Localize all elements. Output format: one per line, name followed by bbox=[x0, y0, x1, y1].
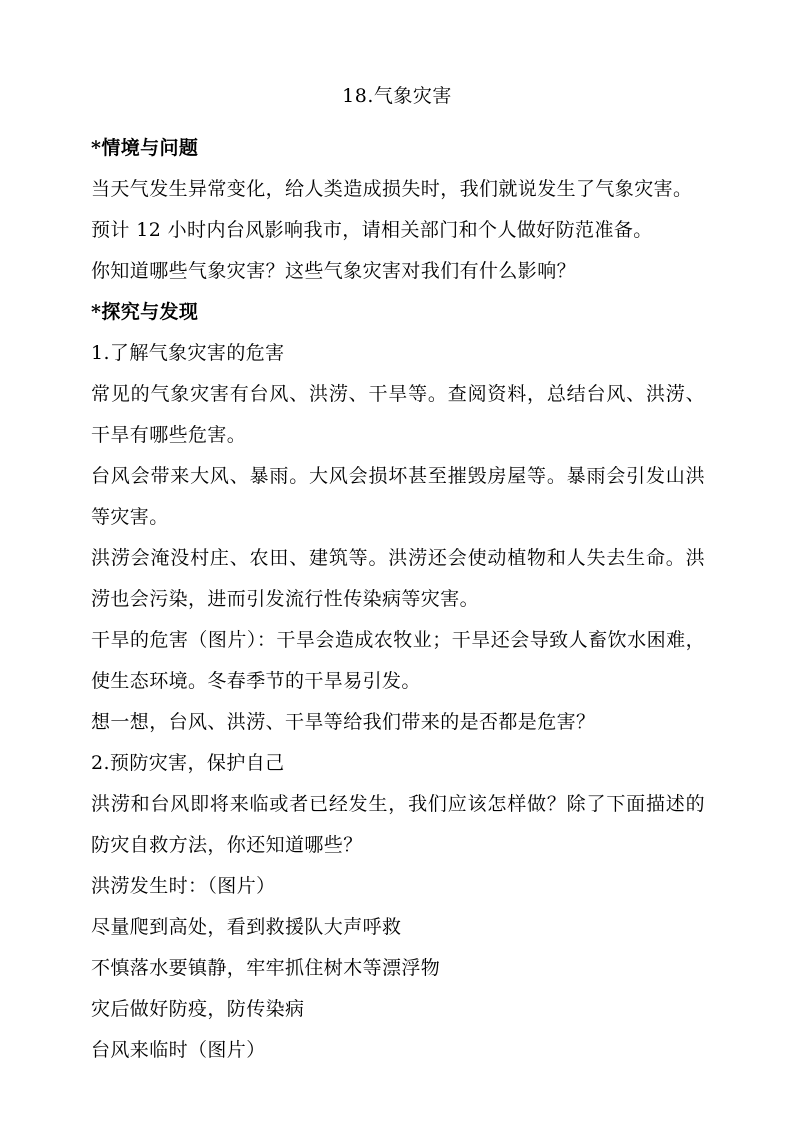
para-think: 想一想，台风、洪涝、干旱等给我们带来的是否都是危害？ bbox=[91, 711, 596, 733]
document-body bbox=[91, 128, 705, 1071]
para-typhoon: 台风会带来大风、暴雨。大风会损坏甚至摧毁房屋等。暴雨会引发山洪等灾害。 bbox=[91, 465, 705, 528]
page-title: 18.气象灾害 bbox=[342, 85, 452, 107]
section-situation-heading: *情境与问题 bbox=[91, 137, 199, 159]
para-question: 你知道哪些气象灾害？这些气象灾害对我们有什么影响？ bbox=[91, 260, 577, 282]
para-typhoon-coming: 台风来临时（图片） bbox=[91, 1039, 266, 1061]
para-flood-occurs: 洪涝发生时：（图片） bbox=[91, 875, 276, 897]
para-flood: 洪涝会淹没村庄、农田、建筑等。洪涝还会使动植物和人失去生命。洪涝也会污染，进而引发流行性传染病等灾害。 bbox=[91, 547, 705, 610]
para-prevention: 洪涝和台风即将来临或者已经发生，我们应该怎样做？除了下面描述的防灾自救方法，你还知道哪些？ bbox=[91, 793, 705, 856]
para-drought: 干旱的危害（图片）：干旱会造成农牧业；干旱还会导致人畜饮水困难，使生态环境。冬春季节的干旱易引发。 bbox=[91, 629, 705, 692]
para-forecast: 预计 12 小时内台风影响我市，请相关部门和个人做好防范准备。 bbox=[91, 219, 653, 241]
section-explore-heading: *探究与发现 bbox=[91, 301, 199, 323]
para-common-disasters: 常见的气象灾害有台风、洪涝、干旱等。查阅资料，总结台风、洪涝、干旱有哪些危害。 bbox=[91, 383, 705, 446]
subsection-1: 1.了解气象灾害的危害 bbox=[91, 342, 285, 364]
para-fall-water: 不慎落水要镇静，牢牢抓住树木等漂浮物 bbox=[91, 957, 441, 979]
subsection-2: 2.预防灾害，保护自己 bbox=[91, 752, 285, 774]
para-climb: 尽量爬到高处，看到救援队大声呼救 bbox=[91, 916, 402, 938]
para-definition: 当天气发生异常变化，给人类造成损失时，我们就说发生了气象灾害。 bbox=[91, 178, 693, 200]
para-after: 灾后做好防疫，防传染病 bbox=[91, 998, 305, 1020]
